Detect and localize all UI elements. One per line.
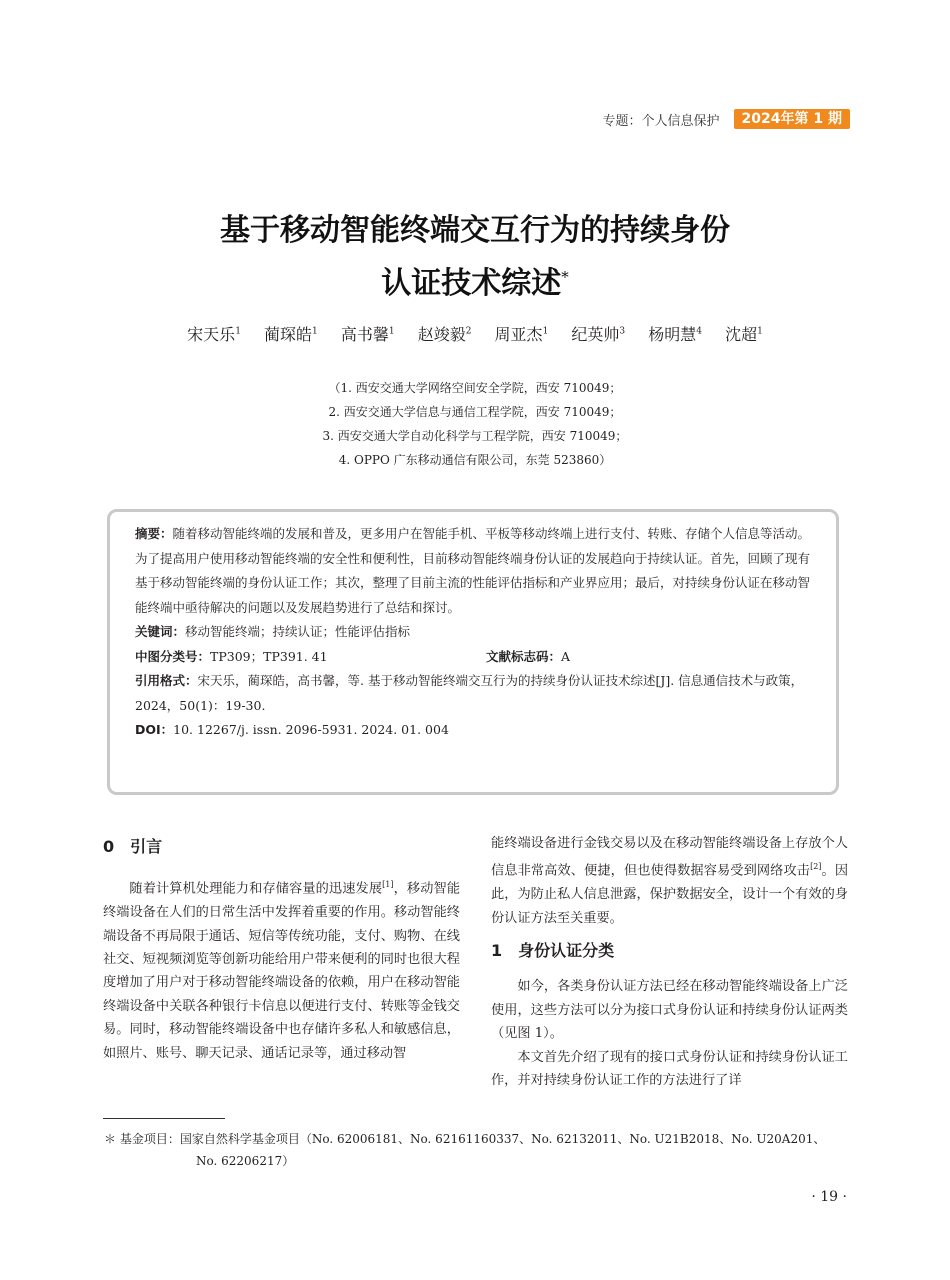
paragraph: 如今，各类身份认证方法已经在移动智能终端设备上广泛使用，这些方法可以分为接口式身份认证和持续身份认证两类（见图 1）。 [491,979,848,1042]
footnote-divider [103,1118,225,1119]
citation-ref: [2] [810,862,822,872]
keywords: 关键词：移动智能终端；持续认证；性能评估指标 [135,624,411,639]
title-line-1: 基于移动智能终端交互行为的持续身份 [220,213,730,248]
citation: 引用格式：宋天乐，蔺琛皓，高书馨，等. 基于移动智能终端交互行为的持续身份认证技术综述[J]. 信息通信技术与政策，2024，50(1)：19-30. [135,673,804,713]
abstract-label: 摘要： [135,526,173,541]
header-topic: 专题：个人信息保护 [602,113,720,129]
author: 纪英帅$^3$ [571,325,626,344]
author: 沈超$^1$ [725,325,763,344]
issue-badge: 2024年第 1 期 [734,109,850,129]
section-heading: 1 身份认证分类 [491,941,615,961]
paragraph: 随着计算机处理能力和存储容量的迅速发展[1]，移动智能终端设备在人们的日常生活中发挥着重要的作用。移动智能终端设备不再局限于通话、短信等传统功能，支付、购物、在线社交、短视频浏览等创新功能给用户带来便利的同时也很大程度增加了用户对于移动智能终端设备的依赖，用户在移动智能终端设备中关联各种银行卡信息以便进行支付、转账等金钱交易。同时，移动智能终端设备中也存储许多私人和敏感信息，如照片、账号、聊天记录、通话记录等，通过移动智 [103,880,461,1061]
author: 蔺琛皓$^1$ [264,325,318,344]
keywords-text: 移动智能终端；持续认证；性能评估指标 [185,624,411,639]
author: 赵竣毅$^2$ [417,325,472,344]
body-column-right [491,832,848,1092]
author: 高书馨$^1$ [340,325,395,344]
paragraph: 本文首先介绍了现有的接口式身份认证和持续身份认证工作，并对持续身份认证工作的方法进行了详 [491,1049,848,1089]
affiliation: （1. 西安交通大学网络空间安全学院，西安 710049； [328,381,622,395]
footnote [104,1128,849,1172]
body-column-left [103,835,460,1065]
classification-row: 中图分类号：TP309；TP391. 41 文献标志码：A [135,648,571,664]
affiliation: 4. OPPO 广东移动通信有限公司，东莞 523860） [338,453,612,467]
doi-value: 10. 12267/j. issn. 2096-5931. 2024. 01. 004 [173,722,449,737]
author: 杨明慧$^4$ [648,325,702,344]
citation-text: 宋天乐，蔺琛皓，高书馨，等. 基于移动智能终端交互行为的持续身份认证技术综述[J]. 信息通信技术与政策，2024，50(1)：19-30. [135,673,804,713]
section-heading: 0 引言 [103,837,163,856]
funding-mark: * [561,268,569,286]
author-list [0,322,950,345]
affiliation: 3. 西安交通大学自动化科学与工程学院，西安 710049； [322,429,628,443]
clc-number: TP309；TP391. 41 [210,648,328,664]
paragraph-continued: 能终端设备进行金钱交易以及在移动智能终端设备上存放个人信息非常高效、便捷，但也使得数据容易受到网络攻击[2]。因此，为防止私人信息泄露，保护数据安全，设计一个有效的身份认证方法至关重要。 [491,836,849,926]
page-number: · 19 · [811,1189,847,1205]
paper-title [0,208,950,307]
author: 宋天乐$^1$ [187,325,241,344]
doi: DOI：10. 12267/j. issn. 2096-5931. 2024. 01. 004 [135,722,449,737]
abstract [135,522,812,620]
affiliation-list [0,376,950,472]
page-header [603,109,850,129]
citation-ref: [1] [382,880,394,890]
abstract-box [107,509,839,795]
author: 周亚杰$^1$ [494,325,549,344]
title-line-2: 认证技术综述* [381,266,569,301]
footnote-line: No. 62206217） [196,1154,295,1168]
affiliation: 2. 西安交通大学信息与通信工程学院，西安 710049； [328,405,622,419]
document-code: A [561,648,571,664]
footnote-line: ＊ 基金项目：国家自然科学基金项目（No. 62006181、No. 62161160337、No. 62132011、No. U21B2018、No. U20A201、 [104,1132,826,1146]
abstract-text: 随着移动智能终端的发展和普及，更多用户在智能手机、平板等移动终端上进行支付、转账、存储个人信息等活动。为了提高用户使用移动智能终端的安全性和便利性，目前移动智能终端身份认证的发展趋向于持续认证。首先，回顾了现有基于移动智能终端的身份认证工作；其次，整理了目前主流的性能评估指标和产业界应用；最后，对持续身份认证在移动智能终端中亟待解决的问题以及发展趋势进行了总结和探讨。 [135,526,811,615]
